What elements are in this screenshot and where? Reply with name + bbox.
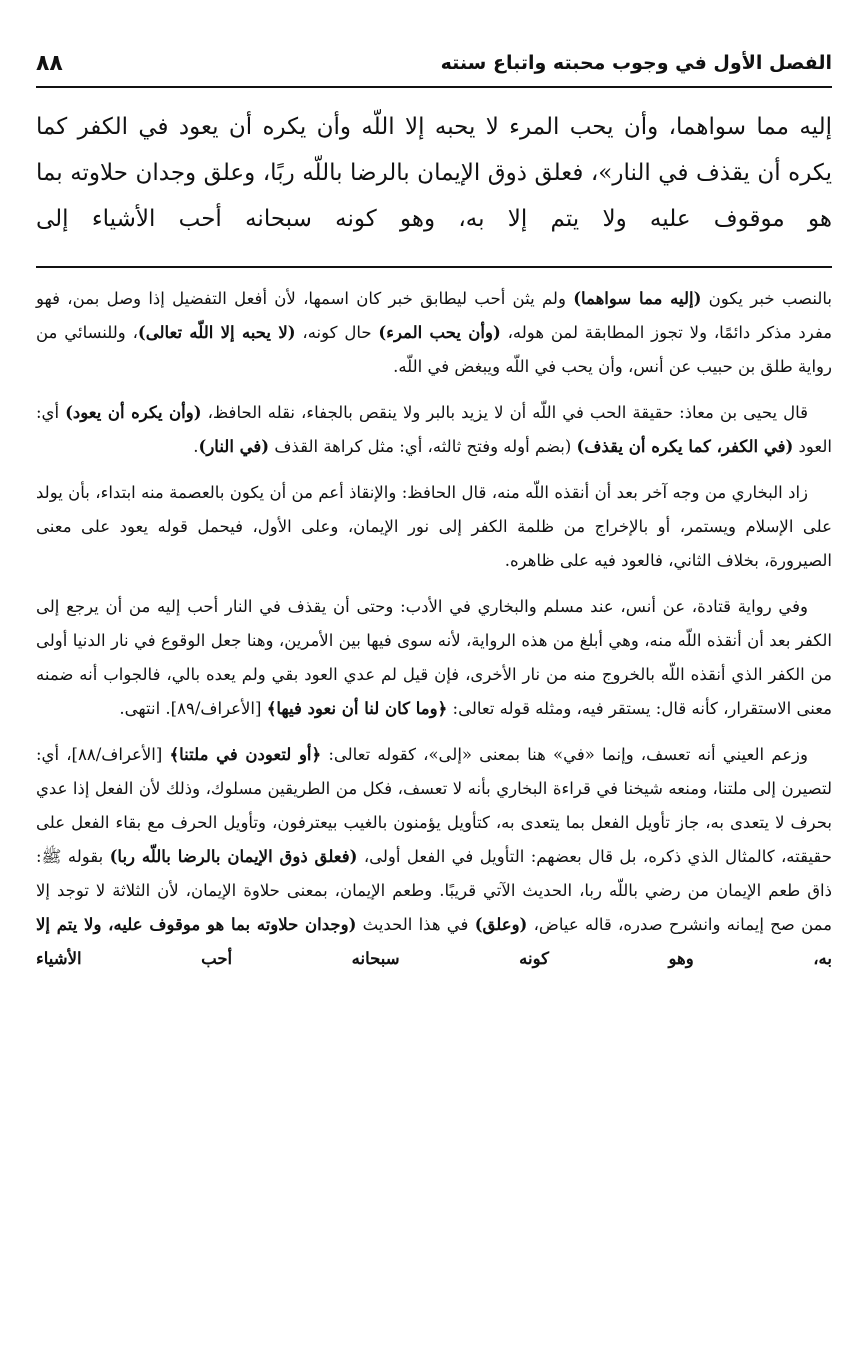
text-run: حال كونه، (295, 323, 379, 342)
text-run: ولم يثن أحب ليطابق خبر كان اسمها، لأن أفعل التفضيل إذا وصل بمن، فهو مفرد مذكر دائمًا، ولا تجوز المطابقة لمن هوله، (36, 289, 833, 342)
quran-quote: ﴿أو لتعودن في ملتنا﴾ (169, 745, 322, 764)
page-number: ٨٨ (36, 50, 63, 76)
text-run: قال يحيى بن معاذ: حقيقة الحب في اللّه أن لا يزيد بالبر ولا ينقص بالجفاء، نقله الحافظ، (201, 403, 808, 422)
running-header (36, 46, 832, 88)
text-run: [الأعراف/٨٨]، أي: لتصيرن إلى ملتنا، ومنعه شيخنا في قراءة البخاري بأنه لا تعسف، فكل من الطريقين مسلوك، وذلك لأن الفعل إذا عدي بحرف لا يتعدى به، جاز تأويل الفعل بما يتعدى به، كتأويل يؤمنون بالغيب بيعترفون، وتأويل الحرف مع بقاء الفعل على حقيقته، كالمثال الذي ذكره، بل قال بعضهم: التأويل في الفعل أولى، (36, 745, 832, 866)
commentary-paragraph-5 (36, 738, 832, 976)
quran-quote: ﴿وما كان لنا أن نعود فيها﴾ (266, 699, 448, 718)
commentary (36, 282, 832, 988)
main-text: إليه مما سواهما، وأن يحب المرء لا يحبه إلا اللّه وأن يكره أن يعود في الكفر كما يكره أن يقذف في النار»، فعلق ذوق الإيمان بالرضا باللّه ربًا، وعلق وجدان حلاوته بما هو موقوف عليه ولا يتم إلا به، وهو كونه سبحانه أحب الأشياء إلى (36, 114, 832, 232)
bold-quote: (وعلق) (474, 915, 528, 934)
text-run: بقوله ﷺ: ذاق طعم الإيمان من رضي باللّه ربا، الحديث الآتي قريبًا. وطعم الإيمان، بمعنى حلاوة الإيمان، لأن الثلاثة لا توجد إلا ممن صح إيمانه وانشرح صدره، قاله عياض، (36, 847, 833, 934)
text-run: وفي رواية قتادة، عن أنس، عند مسلم والبخاري في الأدب: وحتى أن يقذف في النار أحب إليه من أن يرجع إلى الكفر بعد أن أنقذه اللّه منه، وهي أبلغ من هذه الرواية، لأنه سوى فيها بين الأمرين، وهنا جعل الوقوع في نار الدنيا أولى من الكفر الذي أنقذه اللّه بالخروج منه من نار الأخرى، فإن قيل لم عدي العود بقي ولم يعده بالي، فالجواب أنه ضمنه معنى الاستقرار، كأنه قال: يستقر فيه، ومثله قوله تعالى: (36, 597, 832, 718)
text-run: [الأعراف/٨٩]. انتهى. (119, 699, 267, 718)
text-run: في هذا الحديث (356, 915, 475, 934)
bold-quote: (لا يحبه إلا اللّه تعالى) (137, 323, 296, 342)
bold-quote: (فعلق ذوق الإيمان بالرضا باللّه ربا) (109, 847, 358, 866)
chapter-title: الفصل الأول في وجوب محبته واتباع سنته (440, 52, 832, 74)
footnote-separator (36, 266, 832, 268)
text-run: ، وللنسائي من رواية طلق بن حبيب عن أنس، وأن يحب في اللّه ويبغض في اللّه. (36, 323, 832, 376)
bold-quote: (في النار) (198, 437, 270, 456)
commentary-paragraph-1 (36, 282, 832, 384)
text-run: زاد البخاري من وجه آخر بعد أن أنقذه اللّه منه، قال الحافظ: والإنقاذ أعم من أن يكون بالعصمة منه ابتداء، بأن يولد على الإسلام ويستمر، أو بالإخراج من ظلمة الكفر إلى نور الإيمان، وعلى الأول، فيحمل قوله يعود على معنى الصيرورة، بخلاف الثاني، فالعود فيه على ظاهره. (36, 483, 832, 570)
commentary-paragraph-2 (36, 396, 832, 464)
text-run: بالنصب خبر يكون (701, 289, 832, 308)
text-run: . (193, 437, 199, 456)
commentary-paragraph-4 (36, 590, 832, 726)
text-run: وزعم العيني أنه تعسف، وإنما «في» هنا بمعنى «إلى»، كقوله تعالى: (321, 745, 808, 764)
commentary-paragraph-3 (36, 476, 832, 578)
bold-quote: (في الكفر، كما يكره أن يقذف) (576, 437, 794, 456)
bold-quote: (إليه مما سواهما) (573, 289, 702, 308)
text-run: (بضم أوله وفتح ثالثه، أي: مثل كراهة القذف (269, 437, 577, 456)
bold-quote: (وأن يكره أن يعود) (65, 403, 202, 422)
bold-quote: (وأن يحب المرء) (378, 323, 501, 342)
bold-quote: (وجدان حلاوته بما هو موقوف عليه، ولا يتم إلا به، وهو كونه سبحانه أحب الأشياء (36, 915, 832, 968)
text-run: أي: العود (36, 403, 832, 456)
